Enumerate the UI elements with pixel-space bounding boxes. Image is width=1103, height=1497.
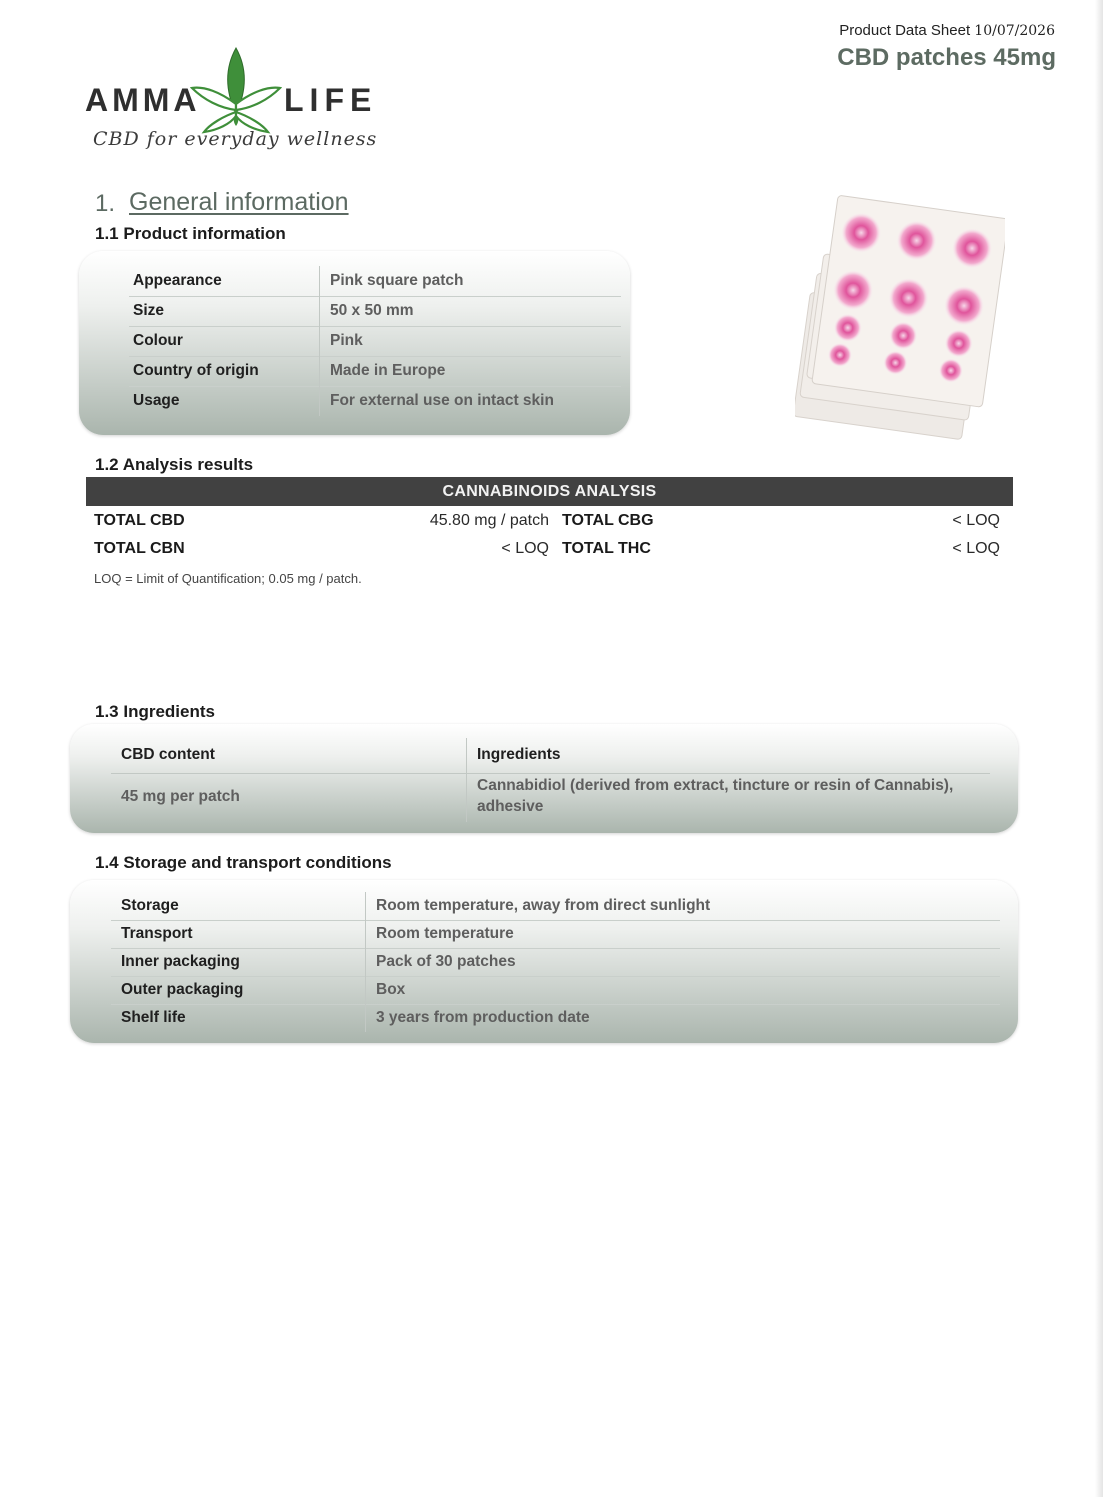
table-row <box>111 920 1000 948</box>
table-row <box>111 1004 1000 1032</box>
page-edge-shadow <box>1095 0 1103 1497</box>
doc-header-line <box>839 22 1055 39</box>
table-row <box>129 356 621 386</box>
section-number: 1. <box>95 190 116 217</box>
table-row <box>111 948 1000 976</box>
cannabis-leaf-logo-icon <box>190 44 282 136</box>
analysis-value-total-cbn: < LOQ <box>501 540 549 557</box>
row-value: Room temperature <box>376 925 514 942</box>
row-key: Appearance <box>129 266 320 296</box>
row-key: Shelf life <box>111 1004 366 1032</box>
row-value: Pack of 30 patches <box>376 953 516 970</box>
storage-heading: 1.4 Storage and transport conditions <box>95 853 392 872</box>
cbd-patches-photo <box>795 195 1005 450</box>
ingredients-heading: 1.3 Ingredients <box>95 702 215 721</box>
analysis-key-total-cbg: TOTAL CBG <box>562 512 654 529</box>
row-key: Colour <box>129 326 320 356</box>
table-row <box>111 892 1000 920</box>
table-row <box>129 386 621 416</box>
logo-tagline: CBD for everyday wellness <box>93 128 378 150</box>
analysis-key-total-thc: TOTAL THC <box>562 540 651 557</box>
row-value: 50 x 50 mm <box>330 302 414 319</box>
analysis-value-total-thc: < LOQ <box>952 540 1000 557</box>
analysis-value-total-cbd: 45.80 mg / patch <box>429 512 549 529</box>
row-value: Pink <box>330 332 363 349</box>
row-key: Storage <box>111 892 366 920</box>
ingredients-col1-header: CBD content <box>121 746 215 763</box>
doc-label: Product Data Sheet <box>839 22 971 39</box>
table-row <box>129 296 621 326</box>
section-title: General information <box>129 188 349 216</box>
row-key: Transport <box>111 920 366 948</box>
row-key: Inner packaging <box>111 948 366 976</box>
analysis-key-total-cbn: TOTAL CBN <box>94 540 185 557</box>
loq-footnote: LOQ = Limit of Quantification; 0.05 mg / patch. <box>94 571 362 586</box>
row-key: Size <box>129 296 320 326</box>
table-row <box>129 266 621 296</box>
analysis-key-total-cbd: TOTAL CBD <box>94 512 185 529</box>
analysis-heading: 1.2 Analysis results <box>95 455 254 474</box>
table-row <box>111 976 1000 1004</box>
storage-table <box>111 892 1000 1032</box>
doc-date: 10/07/2026 <box>974 23 1055 39</box>
ingredients-value-line1: Cannabidiol (derived from extract, tincture or resin of Cannabis), <box>477 777 954 794</box>
row-value: For external use on intact skin <box>330 392 554 410</box>
ingredients-column-divider <box>466 738 467 822</box>
ingredients-value-line2: adhesive <box>477 798 544 815</box>
row-value: 3 years from production date <box>376 1009 590 1027</box>
row-value: Made in Europe <box>330 362 446 379</box>
row-key: Outer packaging <box>111 976 366 1004</box>
cbd-content-value: 45 mg per patch <box>121 788 240 805</box>
logo-word-amma: AMMA <box>85 82 201 118</box>
row-key: Usage <box>129 386 320 416</box>
table-row <box>129 326 621 356</box>
product-title: CBD patches 45mg <box>837 44 1056 71</box>
logo-word-life: LIFE <box>284 82 378 118</box>
cannabinoids-analysis-bar: CANNABINOIDS ANALYSIS <box>86 477 1013 506</box>
row-value: Room temperature, away from direct sunlight <box>376 896 711 914</box>
ingredients-col2-header: Ingredients <box>477 746 561 763</box>
row-value: Box <box>376 981 406 998</box>
ingredients-header-divider <box>111 773 990 774</box>
row-value: Pink square patch <box>330 271 464 289</box>
product-info-heading: 1.1 Product information <box>95 224 286 243</box>
product-info-table <box>129 266 621 416</box>
analysis-value-total-cbg: < LOQ <box>952 512 1000 529</box>
row-key: Country of origin <box>129 356 320 386</box>
